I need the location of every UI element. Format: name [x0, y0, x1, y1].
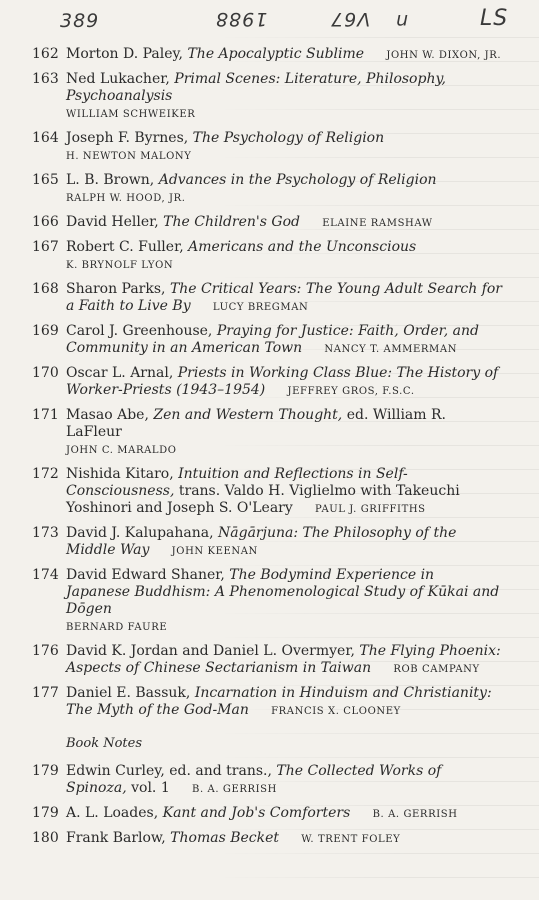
entry-text	[66, 323, 502, 358]
book-note-entry	[32, 830, 502, 848]
review-entry	[32, 172, 502, 207]
reviewer: LUCY BREGMAN	[212, 302, 309, 313]
entry-text	[66, 685, 502, 720]
reviewer: BERNARD FAURE	[66, 622, 168, 633]
page-number: 162	[32, 46, 59, 62]
author: L. B. Brown,	[66, 172, 159, 188]
author: Nishida Kitaro,	[66, 466, 179, 482]
review-entry	[32, 214, 502, 232]
handwritten-note: LS	[480, 6, 509, 31]
page-number: 165	[32, 172, 59, 188]
review-entry	[32, 130, 502, 165]
reviewer: JEFFREY GROS, F.S.C.	[287, 386, 415, 397]
book-title: Incarnation in Hinduism and Christianity: The Myth of the God-Man	[66, 685, 492, 718]
page-number: 169	[32, 323, 59, 339]
reviewer: PAUL J. GRIFFITHS	[315, 504, 426, 515]
review-entry	[32, 46, 502, 64]
book-title: Zen and Western Thought,	[153, 407, 343, 423]
author: Sharon Parks,	[66, 281, 170, 297]
review-entry	[32, 525, 502, 560]
page-number: 168	[32, 281, 59, 297]
page-number: 176	[32, 643, 59, 659]
page-number: 173	[32, 525, 59, 541]
author: David K. Jordan and Daniel L. Overmyer,	[66, 643, 360, 659]
page-number: 179	[32, 763, 59, 779]
entry-text	[66, 643, 502, 678]
author: Ned Lukacher,	[66, 71, 175, 87]
reviewer: RALPH W. HOOD, JR.	[66, 193, 186, 204]
review-entry	[32, 685, 502, 720]
book-title: Thomas Becket	[170, 830, 280, 846]
review-entry	[32, 407, 502, 459]
review-list	[32, 46, 502, 855]
author: Joseph F. Byrnes,	[66, 130, 193, 146]
review-entry	[32, 323, 502, 358]
entry-extra: ed. William R. LaFleur	[66, 407, 446, 440]
entry-text	[66, 172, 502, 207]
book-title: The Bodymind Experience in Japanese Buddhism: A Phenomenological Study of Kūkai and Dōgen	[66, 567, 500, 617]
book-title: Kant and Job's Comforters	[162, 805, 351, 821]
review-entry	[32, 567, 502, 636]
book-title: The Collected Works of Spinoza,	[66, 763, 442, 796]
book-title: Priests in Working Class Blue: The History of Worker-Priests (1943–1954)	[66, 365, 499, 398]
reviewer: ELAINE RAMSHAW	[322, 218, 433, 229]
reviewer: JOHN KEENAN	[171, 546, 258, 557]
entry-text	[66, 239, 502, 274]
handwritten-annotations	[0, 6, 539, 36]
reviewer: JOHN W. DIXON, JR.	[386, 50, 502, 61]
review-entry	[32, 365, 502, 400]
entry-extra: vol. 1	[126, 780, 170, 796]
author: Edwin Curley, ed. and trans.,	[66, 763, 277, 779]
reviewer: K. BRYNOLF LYON	[66, 260, 174, 271]
book-title: Nāgārjuna: The Philosophy of the Middle Way	[66, 525, 457, 558]
page-number: 174	[32, 567, 59, 583]
book-title: The Psychology of Religion	[192, 130, 385, 146]
review-entry	[32, 643, 502, 678]
entry-text	[66, 214, 502, 232]
entry-text	[66, 567, 502, 636]
author: Robert C. Fuller,	[66, 239, 189, 255]
author: Oscar L. Arnal,	[66, 365, 178, 381]
page-number: 179	[32, 805, 59, 821]
entry-text	[66, 46, 502, 64]
author: Frank Barlow,	[66, 830, 171, 846]
entry-text	[66, 805, 502, 823]
entry-text	[66, 130, 502, 165]
reviewer: H. NEWTON MALONY	[66, 151, 192, 162]
page-number: 164	[32, 130, 59, 146]
entry-text	[66, 466, 502, 518]
book-title: The Flying Phoenix: Aspects of Chinese Sectarianism in Taiwan	[66, 643, 501, 676]
book-note-entry	[32, 763, 502, 798]
book-title: Americans and the Unconscious	[188, 239, 417, 255]
entry-text	[66, 830, 502, 848]
entry-text	[66, 365, 502, 400]
reviewer: W. TRENT FOLEY	[301, 834, 401, 845]
entry-text	[66, 525, 502, 560]
page-number: 180	[32, 830, 59, 846]
reviewer: WILLIAM SCHWEIKER	[66, 109, 196, 120]
reviewer: NANCY T. AMMERMAN	[324, 344, 458, 355]
book-note-entry	[32, 805, 502, 823]
reviewer: ROB CAMPANY	[393, 664, 480, 675]
review-entry	[32, 466, 502, 518]
book-title: The Critical Years: The Young Adult Search for a Faith to Live By	[66, 281, 503, 314]
handwritten-note: 1988	[215, 8, 268, 30]
author: Morton D. Paley,	[66, 46, 188, 62]
book-title: The Children's God	[163, 214, 300, 230]
handwritten-note: 389	[60, 10, 100, 32]
page-number: 166	[32, 214, 59, 230]
reviewer: B. A. GERRISH	[372, 809, 458, 820]
author: Masao Abe,	[66, 407, 154, 423]
reviewer: JOHN C. MARALDO	[66, 445, 177, 456]
page-number: 167	[32, 239, 59, 255]
reviewer: FRANCIS X. CLOONEY	[271, 706, 401, 717]
author: Carol J. Greenhouse,	[66, 323, 217, 339]
book-notes-heading: Book Notes	[66, 736, 143, 751]
author: David J. Kalupahana,	[66, 525, 219, 541]
author: David Edward Shaner,	[66, 567, 230, 583]
entry-text	[66, 763, 502, 798]
entry-text	[66, 407, 502, 459]
entry-text	[66, 281, 502, 316]
page-number: 172	[32, 466, 59, 482]
book-title: Praying for Justice: Faith, Order, and Community in an American Town	[66, 323, 479, 356]
book-title: The Apocalyptic Sublime	[187, 46, 365, 62]
author: Daniel E. Bassuk,	[66, 685, 195, 701]
book-title: Advances in the Psychology of Religion	[158, 172, 437, 188]
page-number: 163	[32, 71, 59, 87]
handwritten-note: V67	[330, 8, 371, 30]
review-entry	[32, 71, 502, 123]
entry-text	[66, 71, 502, 123]
page-number: 177	[32, 685, 59, 701]
author: A. L. Loades,	[66, 805, 163, 821]
review-entry	[32, 239, 502, 274]
handwritten-note: n	[395, 10, 409, 32]
review-entry	[32, 281, 502, 316]
book-title: Intuition and Reflections in Self-Consciousness,	[66, 466, 408, 499]
page-number: 171	[32, 407, 59, 423]
page-number: 170	[32, 365, 59, 381]
entry-extra: trans. Valdo H. Viglielmo with Takeuchi Yoshinori and Joseph S. O'Leary	[66, 483, 460, 516]
reviewer: B. A. GERRISH	[192, 784, 277, 795]
author: David Heller,	[66, 214, 164, 230]
book-title: Primal Scenes: Literature, Philosophy, Psychoanalysis	[66, 71, 446, 104]
